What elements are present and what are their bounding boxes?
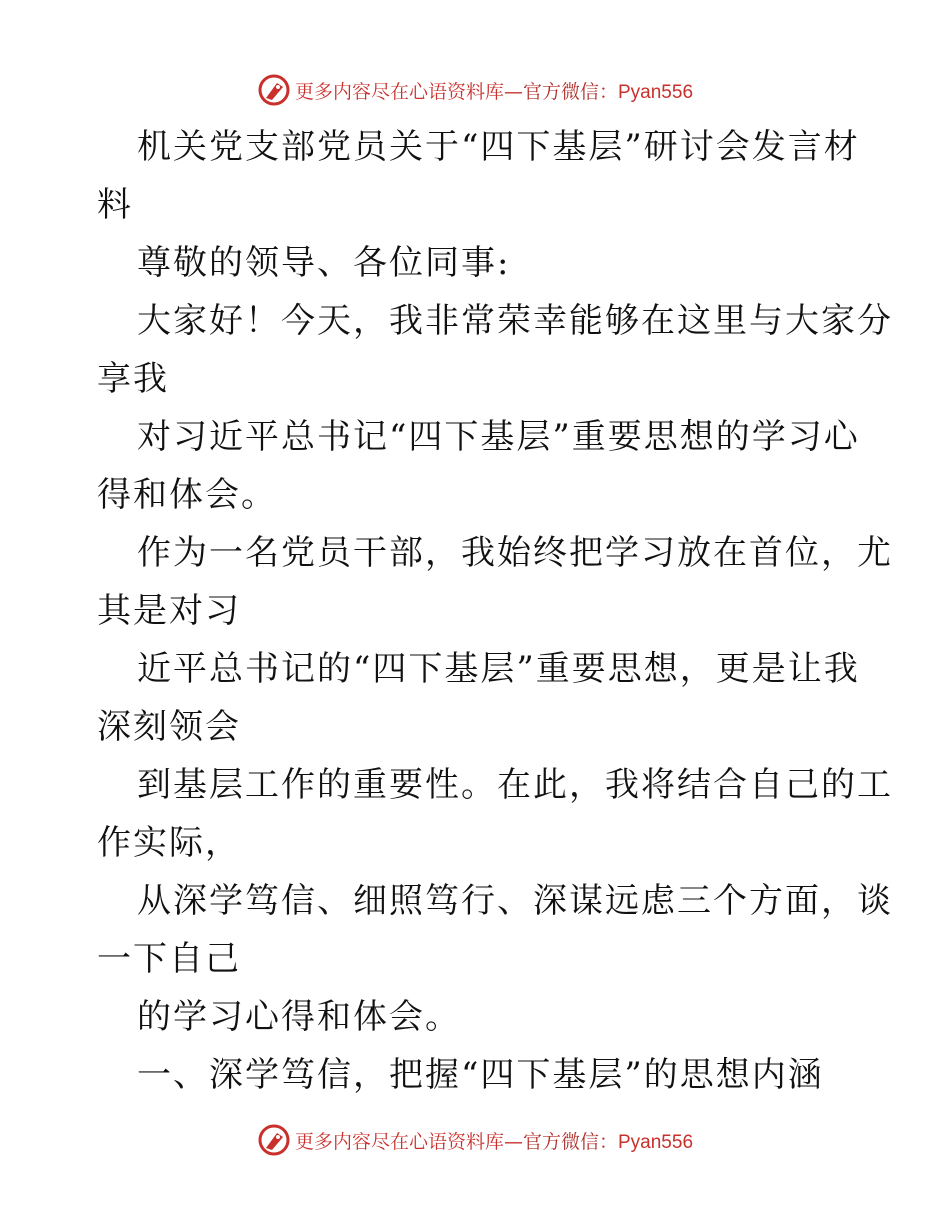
doc-line: 得和体会。 — [97, 475, 277, 515]
banner-text — [295, 77, 693, 104]
doc-line: 一下自己 — [97, 939, 241, 979]
doc-line: 尊敬的领导、各位同事: — [137, 243, 511, 283]
doc-line: 到基层工作的重要性。在此，我将结合自己的工 — [137, 765, 893, 805]
banner-separator: — — [503, 1130, 523, 1153]
document-body — [97, 118, 893, 1104]
doc-line: 深刻领会 — [97, 707, 241, 747]
doc-line: 的学习心得和体会。 — [137, 997, 461, 1037]
header-banner — [0, 70, 950, 110]
doc-line: 对习近平总书记“四下基层”重要思想的学习心 — [137, 417, 860, 457]
doc-line: 作为一名党员干部，我始终把学习放在首位，尤 — [137, 533, 893, 573]
doc-line: 大家好！今天，我非常荣幸能够在这里与大家分 — [137, 301, 893, 341]
banner-label: 官方微信： — [522, 80, 618, 103]
banner-text — [295, 1127, 693, 1154]
banner-label: 官方微信： — [522, 1130, 618, 1153]
doc-line: 一、深学笃信，把握“四下基层”的思想内涵 — [137, 1055, 824, 1095]
banner-brand: 更多内容尽在心语资料库 — [294, 1130, 504, 1153]
doc-line: 近平总书记的“四下基层”重要思想，更是让我 — [137, 649, 860, 689]
doc-line: 机关党支部党员关于“四下基层”研讨会发言材 — [137, 127, 860, 167]
doc-line: 作实际， — [97, 823, 241, 863]
doc-line: 从深学笃信、细照笃行、深谋远虑三个方面，谈 — [137, 881, 893, 921]
banner-brand: 更多内容尽在心语资料库 — [294, 80, 504, 103]
doc-line: 料 — [97, 185, 133, 225]
pen-nib-circle-icon — [257, 1123, 291, 1157]
banner-separator: — — [503, 80, 523, 103]
pen-nib-circle-icon — [257, 73, 291, 107]
banner-wechat-id: Pyan556 — [618, 1131, 694, 1153]
banner-wechat-id: Pyan556 — [618, 81, 694, 103]
footer-banner — [0, 1120, 950, 1160]
doc-line: 享我 — [97, 359, 169, 399]
doc-line: 其是对习 — [97, 591, 241, 631]
